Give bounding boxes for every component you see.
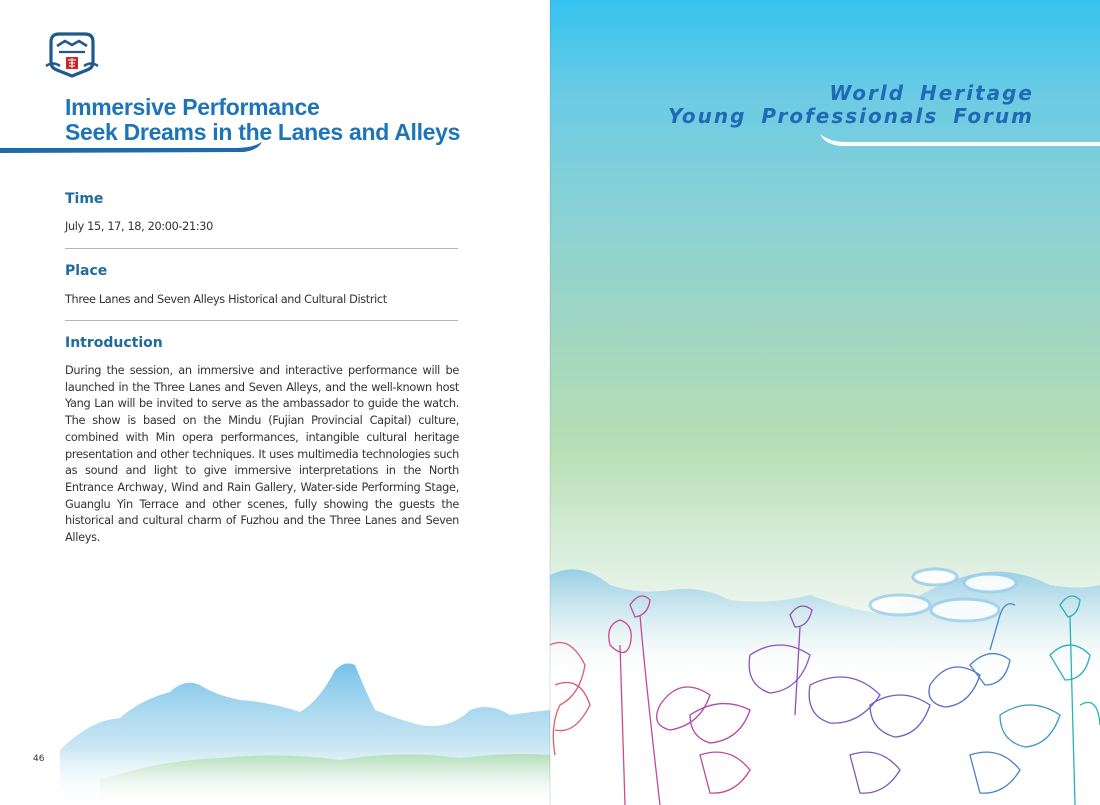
mountain-landscape-illustration xyxy=(0,640,550,805)
introduction-heading: Introduction xyxy=(65,335,163,351)
page-spine xyxy=(549,0,551,805)
fu-character-logo-icon xyxy=(45,30,99,78)
place-text: Three Lanes and Seven Alleys Historical and Cultural District xyxy=(65,293,387,306)
divider xyxy=(65,248,458,249)
time-text: July 15, 17, 18, 20:00-21:30 xyxy=(65,220,213,233)
forum-title-line-2: Young Professionals Forum xyxy=(668,104,1034,128)
title-line-2: Seek Dreams in the Lanes and Alleys xyxy=(65,119,461,145)
forum-title xyxy=(668,82,1034,128)
place-heading: Place xyxy=(65,263,108,279)
page-number: 46 xyxy=(33,754,45,764)
forum-title-underline-brushstroke xyxy=(820,130,1100,152)
forum-title-line-1: World Heritage xyxy=(829,81,1034,105)
right-page-cover xyxy=(550,0,1100,805)
title-line-1: Immersive Performance xyxy=(65,94,320,120)
mountains-and-flowers-illustration xyxy=(550,555,1100,805)
title-underline-brushstroke xyxy=(0,140,262,156)
divider xyxy=(65,320,458,321)
page-title xyxy=(65,95,460,145)
time-heading: Time xyxy=(65,191,104,207)
introduction-text: During the session, an immersive and interactive performance will be launched in the Three Lanes and Seven Alleys, and the well-known host Yang Lan will be invited to serve as the ambassador to guide the watch. The show is based on the Mindu (Fujian Provincial Capital) culture, combined with Min opera performances, intangible cultural heritage presentation and other techniques. It uses multimedia technologies such as sound and light to give immersive interpretations in the North Entrance Archway, Wind and Rain Gallery, Water-side Performing Stage, Guanglu Yin Terrace and other scenes, fully showing the guests the historical and cultural charm of Fuzhou and the Three Lanes and Seven Alleys. xyxy=(65,364,459,545)
